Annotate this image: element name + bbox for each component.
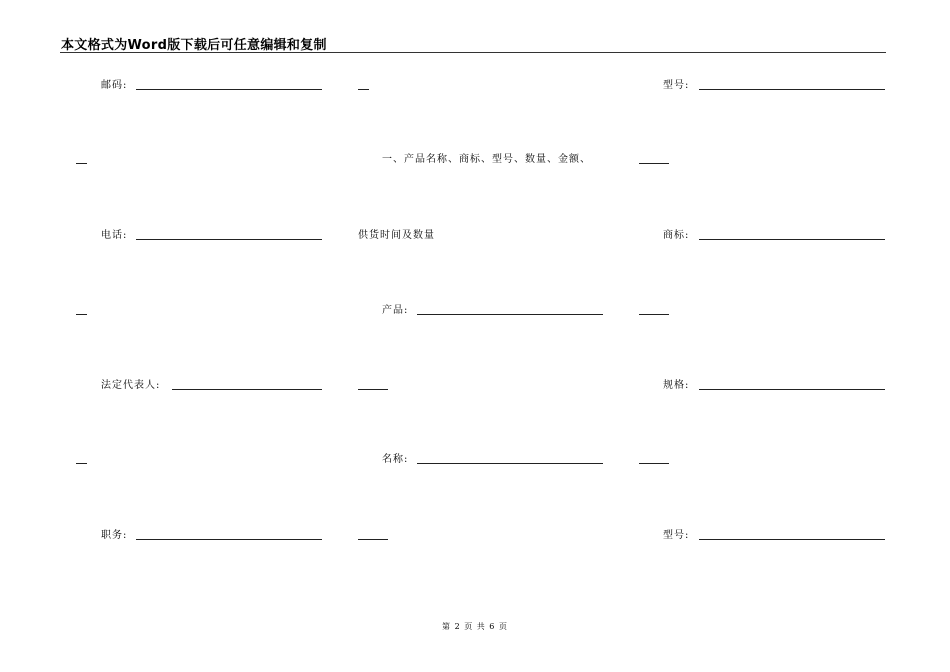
name-label: 名称:	[382, 454, 409, 465]
blank-mark	[76, 314, 87, 315]
phone-field[interactable]	[136, 239, 322, 240]
section-heading: 一、产品名称、商标、型号、数量、金额、	[382, 154, 591, 165]
blank-mark	[358, 389, 388, 390]
legal-rep-field[interactable]	[172, 389, 322, 390]
blank-mark	[639, 463, 669, 464]
page-number: 第 2 页 共 6 页	[442, 622, 508, 631]
trademark-label: 商标:	[663, 230, 690, 241]
blank-mark	[76, 463, 87, 464]
form-row-product-info-heading	[0, 152, 950, 168]
form-row-legal-rep	[0, 378, 950, 394]
position-field[interactable]	[136, 539, 322, 540]
product-field[interactable]	[417, 314, 603, 315]
legal-rep-label: 法定代表人:	[101, 380, 161, 391]
postcode-label: 邮码:	[101, 80, 128, 91]
spec-label: 规格:	[663, 380, 690, 391]
product-label: 产品:	[382, 305, 409, 316]
phone-label: 电话:	[101, 230, 128, 241]
form-row-phone	[0, 228, 950, 244]
model-label: 型号:	[663, 530, 690, 541]
blank-mark	[76, 163, 87, 164]
name-field[interactable]	[417, 463, 603, 464]
blank-mark	[639, 314, 669, 315]
form-row-postcode	[0, 78, 950, 94]
trademark-field[interactable]	[699, 239, 885, 240]
model-field[interactable]	[699, 539, 885, 540]
blank-mark	[358, 89, 369, 90]
form-row-position	[0, 528, 950, 544]
postcode-field[interactable]	[136, 89, 322, 90]
page-header-title: 本文格式为Word版下载后可任意编辑和复制	[61, 38, 327, 53]
blank-mark	[639, 163, 669, 164]
form-row-name	[0, 452, 950, 468]
spec-field[interactable]	[699, 389, 885, 390]
model-label: 型号:	[663, 80, 690, 91]
supply-time-text: 供货时间及数量	[358, 230, 435, 241]
model-field[interactable]	[699, 89, 885, 90]
form-row-product	[0, 303, 950, 319]
position-label: 职务:	[101, 530, 128, 541]
blank-mark	[358, 539, 388, 540]
header-divider	[60, 52, 886, 53]
